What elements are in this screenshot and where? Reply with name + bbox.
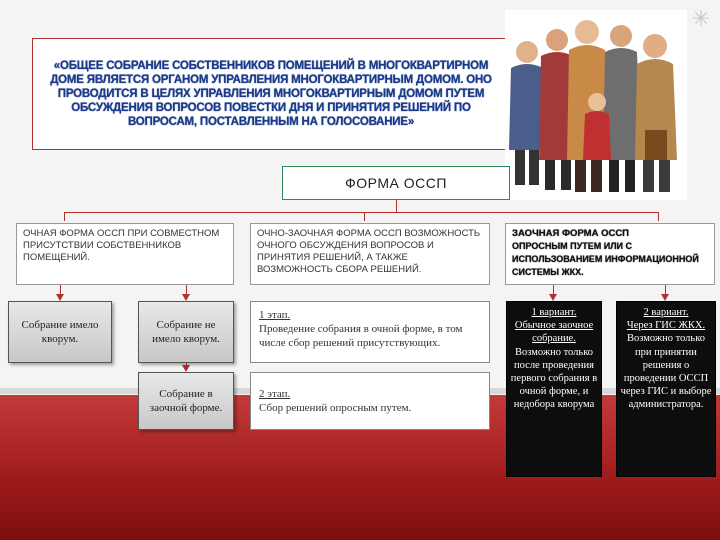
arrow-line-kvorum-yes (60, 285, 61, 294)
stage-1-title: 1 этап. (259, 309, 291, 321)
root-form-label: ФОРМА ОССП (345, 175, 447, 191)
branch-mid-drop (364, 212, 365, 221)
form-ochno-zaochnaya-text: ОЧНО-ЗАОЧНАЯ ФОРМА ОССП ВОЗМОЖНОСТЬ ОЧНОГО ОБСУЖДЕНИЯ ВОПРОСОВ И ПРИНЯТИЯ РЕШЕНИЙ, А ТАКЖЕ ВОЗМОЖНОСТЬ СБОРА РЕШЕНИЙ. (257, 228, 481, 275)
form-zaochnaya-text: ОПРОСНЫМ ПУТЕМ ИЛИ С ИСПОЛЬЗОВАНИЕМ ИНФОРМАЦИОННОЙ СИСТЕМЫ ЖКХ. (512, 241, 699, 277)
variant-2-box (616, 301, 716, 477)
arrow-down-icon (549, 294, 557, 301)
form-zaochnaya-box (505, 223, 715, 285)
people-illustration (505, 10, 687, 200)
stage-1-text: Проведение собрания в очной форме, в том числе сбор решений присутствующих. (259, 323, 463, 349)
result-zaochno-text: Собрание в заочной форме. (149, 388, 223, 414)
stage-1-box (250, 301, 490, 363)
variant-2-title: 2 вариант. (643, 307, 689, 318)
people-illustration-icon (505, 10, 687, 200)
variant-2-subtitle: Через ГИС ЖКХ. (626, 320, 706, 332)
branch-left-drop (64, 212, 65, 221)
arrow-down-icon (182, 294, 190, 301)
arrow-line-variant1 (553, 285, 554, 294)
form-ochnaya-text: ОЧНАЯ ФОРМА ОССП ПРИ СОВМЕСТНОМ ПРИСУТСТВИИ СОБСТВЕННИКОВ ПОМЕЩЕНИЙ. (23, 228, 220, 263)
definition-quote-text: «ОБЩЕЕ СОБРАНИЕ СОБСТВЕННИКОВ ПОМЕЩЕНИЙ В МНОГОКВАРТИРНОМ ДОМЕ ЯВЛЯЕТСЯ ОРГАНОМ УПРАВЛЕНИЯ МНОГОКВАРТИРНЫМ ДОМОМ. ОНО ПРОВОДИТСЯ В ЦЕЛЯХ УПРАВЛЕНИЯ МНОГОКВАРТИРНЫМ ДОМОМ ПУТЕМ ОБСУЖДЕНИЯ ВОПРОСОВ ПОВЕСТКИ ДНЯ И ПРИНЯТИЯ РЕШЕНИЙ ПО ВОПРОСАМ, ПОСТАВЛЕННЫМ НА ГОЛОСОВАНИЕ» (50, 60, 492, 128)
arrow-down-icon (56, 294, 64, 301)
arrow-line-variant2 (665, 285, 666, 294)
result-kvorum-no (138, 301, 234, 363)
variant-1-subtitle: Обычное заочное собрание. (514, 320, 594, 345)
stage-2-box (250, 372, 490, 430)
stage-2-title: 2 этап. (259, 388, 291, 400)
arrow-down-icon (182, 365, 190, 372)
result-kvorum-no-text: Собрание не имело кворум. (152, 319, 220, 345)
variant-1-text: Возможно только после проведения первого собрания в очной форме, и недобора кворума (510, 346, 598, 411)
root-form-node (282, 166, 510, 200)
result-kvorum-yes-text: Собрание имело кворум. (21, 319, 99, 345)
branch-connector (64, 212, 658, 213)
form-zaochnaya-heading: ЗАОЧНАЯ ФОРМА ОССП (512, 228, 630, 239)
arrow-down-icon (661, 294, 669, 301)
variant-1-box (506, 301, 602, 477)
result-zaochno (138, 372, 234, 430)
definition-quote-box (32, 38, 510, 150)
variant-2-text: Возможно только при принятии решения о проведении ОССП через ГИС и выборе администратора. (620, 333, 712, 411)
decorative-star-icon: ✳ (691, 6, 711, 31)
result-kvorum-yes (8, 301, 112, 363)
variant-1-title: 1 вариант. (531, 307, 577, 318)
root-connector (396, 200, 397, 212)
arrow-line-kvorum-no (186, 285, 187, 294)
stage-2-text: Сбор решений опросным путем. (259, 402, 412, 414)
branch-right-drop (658, 212, 659, 221)
form-ochnaya-box (16, 223, 234, 285)
form-ochno-zaochnaya-box (250, 223, 490, 285)
